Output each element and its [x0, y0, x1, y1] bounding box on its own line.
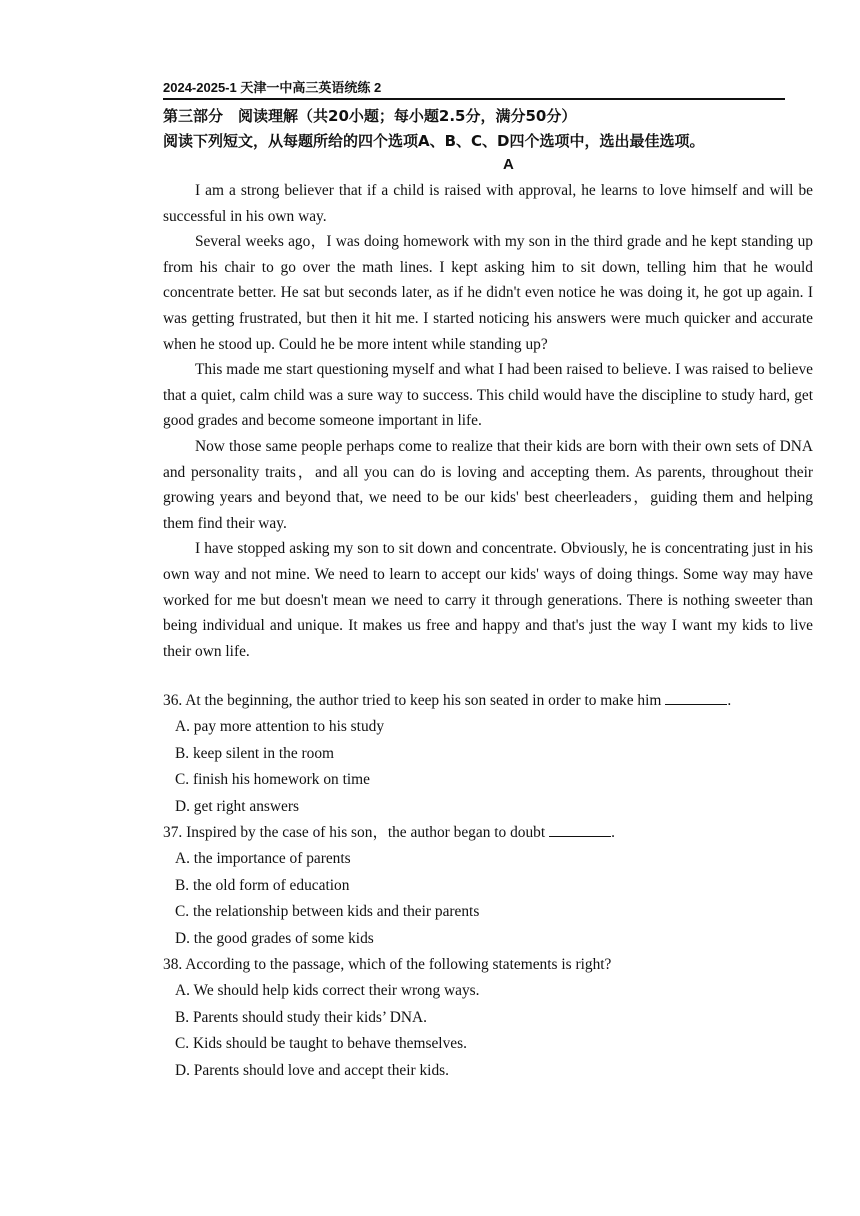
question-stem	[163, 952, 813, 978]
option-d: D. get right answers	[175, 797, 299, 815]
option-b: B. keep silent in the room	[175, 744, 335, 762]
instructions: 阅读下列短文，从每题所给的四个选项A、B、C、D四个选项中，选出最佳选项。	[163, 132, 705, 150]
question-text: 36. At the beginning, the author tried to keep his son seated in order to make him	[163, 692, 662, 709]
passage-paragraph: I am a strong believer that if a child is raised with approval, he learns to love himself and will be successful in his own way.	[163, 182, 813, 225]
option-d: D. the good grades of some kids	[175, 929, 374, 947]
question-stem	[163, 688, 813, 714]
reading-passage	[163, 178, 813, 664]
option-c: C. Kids should be taught to behave themselves.	[175, 1035, 467, 1053]
question-38	[163, 952, 813, 1084]
option-c: C. finish his homework on time	[175, 771, 370, 789]
option-d: D. Parents should love and accept their kids.	[175, 1061, 449, 1079]
passage-paragraph: This made me start questioning myself and what I had been raised to believe. I was raised to believe that a quiet, calm child was a sure way to success. This child would have the discipline to study hard, get good grades and become someone important in life.	[163, 361, 813, 430]
question-end: .	[727, 692, 732, 709]
passage-paragraph: Now those same people perhaps come to realize that their kids are born with their own sets of DNA and personality traits，and all you can do is loving and accepting them. As parents, throughout their growing years and beyond that, we need to be our kids' best cheerleaders，guiding them and helping them find their way.	[163, 437, 813, 532]
question-36	[163, 688, 813, 820]
question-text: 37. Inspired by the case of his son，the author began to doubt	[163, 824, 546, 842]
option-c: C. the relationship between kids and their parents	[175, 903, 480, 921]
option-a: A. the importance of parents	[175, 850, 351, 868]
option-b: B. the old form of education	[175, 876, 350, 894]
passage-paragraph: I have stopped asking my son to sit down and concentrate. Obviously, he is concentrating just in his own way and not mine. We need to learn to accept our kids' ways of doing things. Some way may have worked for me but doesn't mean we need to carry it through generations. There is nothing sweeter than being individual and unique. It makes us free and happy and that's just the way I want my kids to live their own life.	[163, 540, 813, 660]
exam-header: 2024-2025-1 天津一中高三英语统练 2	[163, 80, 785, 100]
answer-blank	[665, 690, 727, 705]
question-end: .	[611, 824, 615, 842]
option-a: A. We should help kids correct their wrong ways.	[175, 982, 480, 1000]
answer-blank	[549, 822, 611, 837]
question-list	[163, 688, 813, 1084]
passage-letter: A	[503, 156, 514, 173]
section-title: 第三部分 阅读理解（共20小题；每小题2.5分，满分50分）	[163, 107, 577, 125]
question-text: 38. According to the passage, which of the following statements is right?	[163, 956, 612, 974]
option-a: A. pay more attention to his study	[175, 718, 385, 736]
passage-paragraph: Several weeks ago，I was doing homework with my son in the third grade and he kept standing up from his chair to go over the math lines. I kept asking him to sit down, telling him that he would concentrate better. He sat but seconds later, as if he didn't even notice he was doing it, he got up again. I was getting frustrated, but then it hit me. I started noticing his answers were much quicker and accurate when he stood up. Could he be more intent while standing up?	[163, 233, 813, 353]
question-37	[163, 820, 813, 952]
question-stem	[163, 820, 813, 846]
option-b: B. Parents should study their kids’ DNA.	[175, 1008, 427, 1026]
